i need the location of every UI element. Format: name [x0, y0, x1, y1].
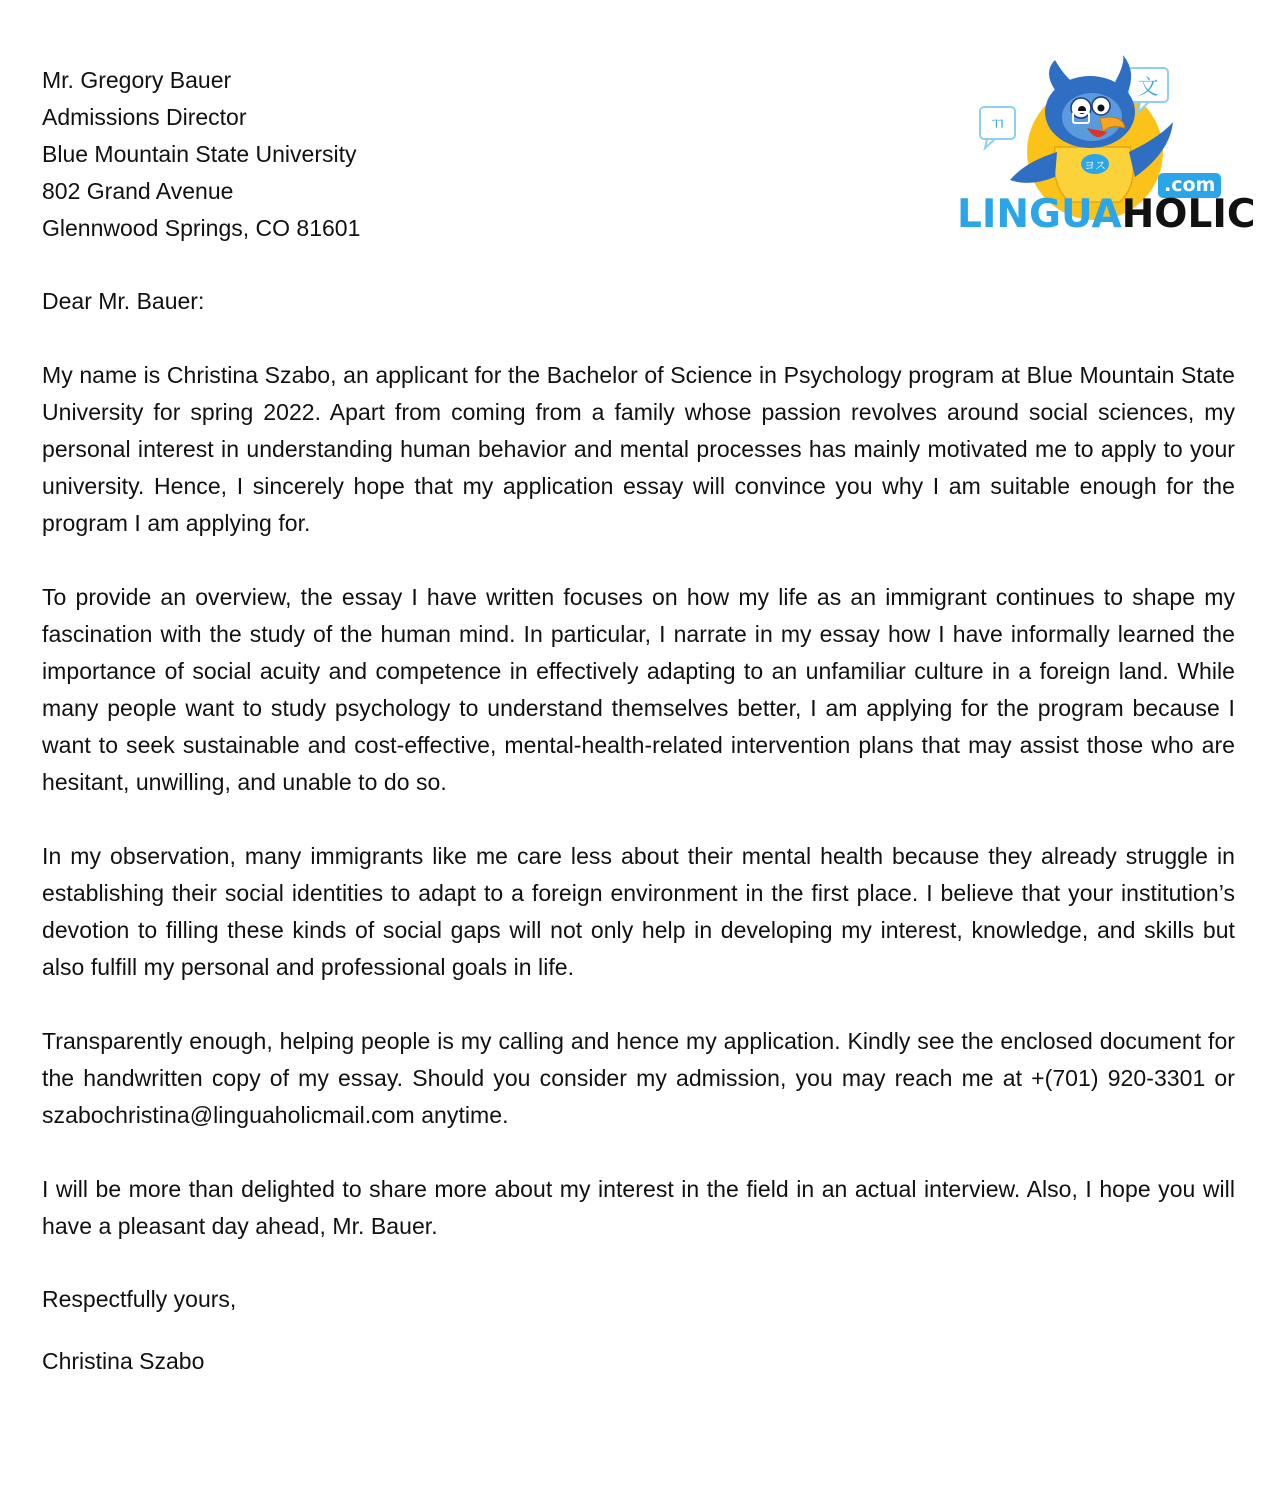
signature-name: Christina Szabo: [42, 1348, 205, 1374]
logo-word-lingua: LINGUA: [957, 192, 1122, 237]
svg-text:ヨス: ヨス: [1084, 159, 1106, 172]
body-paragraph-closing: I will be more than delighted to share more about my interest in the field in an actual interview. Also, I hope you will have a pleasant day ahead, Mr. Bauer.: [42, 1176, 1235, 1239]
complimentary-close: Respectfully yours,: [42, 1286, 237, 1312]
svg-text:文: 文: [1137, 75, 1159, 99]
logo-word-holic: HOLIC: [1121, 192, 1256, 237]
recipient-name: Mr. Gregory Bauer: [42, 67, 232, 93]
logo-com-badge: .com: [1158, 173, 1221, 198]
recipient-city: Glennwood Springs, CO 81601: [42, 215, 361, 241]
recipient-street: 802 Grand Avenue: [42, 178, 234, 204]
body-paragraph-observation: In my observation, many immigrants like me care less about their mental health because they already struggle in establishing their social identities to adapt to a foreign environment in the first place. I believe that your institution’s devotion to filling these kinds of social gaps will not only help in developing my interest, knowledge, and skills but also fulfill my personal and professional goals in life.: [42, 843, 1235, 980]
svg-text:ㄲ: ㄲ: [989, 115, 1006, 135]
salutation: Dear Mr. Bauer:: [42, 288, 205, 314]
recipient-address: [42, 62, 1235, 247]
recipient-institution: Blue Mountain State University: [42, 141, 357, 167]
recipient-title: Admissions Director: [42, 104, 247, 130]
cover-letter: [42, 62, 1235, 1380]
body-paragraph-intro: My name is Christina Szabo, an applicant for the Bachelor of Science in Psychology program at Blue Mountain State University for spring 2022. Apart from coming from a family whose passion revolves around social sciences, my personal interest in understanding human behavior and mental processes has mainly motivated me to apply to your university. Hence, I sincerely hope that my application essay will convince you why I am suitable enough for the program I am applying for.: [42, 362, 1235, 536]
body-paragraph-overview: To provide an overview, the essay I have written focuses on how my life as an immigrant continues to shape my fascination with the study of the human mind. In particular, I narrate in my essay how I have informally learned the importance of social acuity and competence in effectively adapting to an unfamiliar culture in a foreign land. While many people want to study psychology to understand themselves better, I am applying for the program because I want to seek sustainable and cost-effective, mental-health-related intervention plans that may assist those who are hesitant, unwilling, and unable to do so.: [42, 584, 1235, 795]
body-paragraph-contact: Transparently enough, helping people is my calling and hence my application. Kindly see the enclosed document for the handwritten copy of my essay. Should you consider my admission, you may reach me at +(701) 920-3301 or szabochristina@linguaholicmail.com anytime.: [42, 1028, 1235, 1128]
